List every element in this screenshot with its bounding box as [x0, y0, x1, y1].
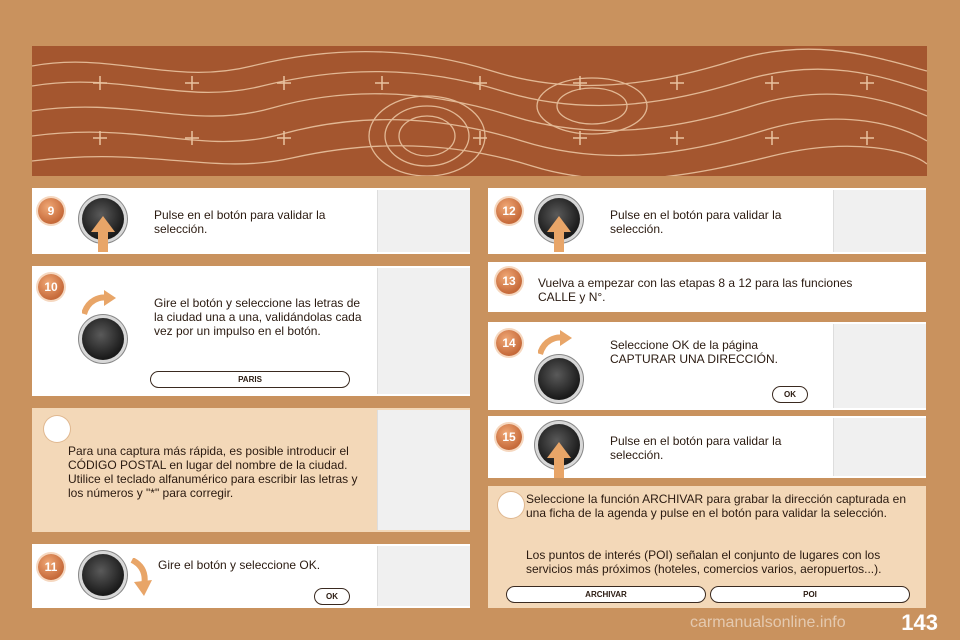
tip-archive-card — [488, 486, 926, 608]
press-arrow-head-icon — [91, 216, 115, 232]
press-arrow-icon — [554, 456, 564, 478]
ok-pill: OK — [772, 386, 808, 403]
step-badge: 12 — [496, 198, 522, 224]
ok-pill: OK — [314, 588, 350, 605]
topographic-pattern — [32, 46, 927, 176]
watermark: carmanualsonline.info — [690, 614, 846, 631]
press-arrow-icon — [554, 230, 564, 252]
step-badge: 11 — [38, 554, 64, 580]
step-badge: 15 — [496, 424, 522, 450]
control-panel-icon — [833, 418, 926, 476]
step-11-card — [32, 544, 470, 608]
step-text: Gire el botón y seleccione OK. — [158, 558, 321, 572]
step-text: Gire el botón y seleccione las letras de la ciudad una a una, validándolas cada vez por un impulso en el botón. — [154, 296, 362, 338]
press-arrow-head-icon — [547, 442, 571, 458]
step-text: Vuelva a empezar con las etapas 8 a 12 para las funciones CALLE y N°. — [538, 276, 853, 304]
press-arrow-icon — [98, 230, 108, 252]
keypad-panel-icon — [377, 410, 470, 530]
rotary-knob-icon — [82, 318, 124, 360]
tip-text: Para una captura más rápida, es posible introducir el CÓDIGO POSTAL en lugar del nombre de la ciudad. Utilice el teclado alfanumérico para escribir las letras y los números y "*" para corregir. — [68, 444, 358, 500]
step-10-card — [32, 266, 470, 396]
lightbulb-icon — [498, 492, 524, 518]
step-text: Seleccione OK de la página CAPTURAR UNA DIRECCIÓN. — [610, 338, 779, 366]
step-13-card — [488, 262, 926, 312]
tip-text-archive: Seleccione la función ARCHIVAR para grabar la dirección capturada en una ficha de la agenda y pulse en el botón para validar la selección. — [526, 492, 906, 520]
control-panel-icon — [377, 268, 470, 394]
step-badge: 13 — [496, 268, 522, 294]
poi-pill: POI — [710, 586, 910, 603]
step-12-card — [488, 188, 926, 254]
rotary-knob-icon — [538, 358, 580, 400]
rotate-arrow-icon — [538, 330, 574, 356]
topographic-banner — [32, 46, 927, 176]
step-14-card — [488, 322, 926, 410]
control-panel-icon — [833, 324, 926, 408]
step-badge: 10 — [38, 274, 64, 300]
press-arrow-head-icon — [547, 216, 571, 232]
step-badge: 14 — [496, 330, 522, 356]
tip-card — [32, 408, 470, 532]
display-pill: PARIS — [150, 371, 350, 388]
tip-text-poi: Los puntos de interés (POI) señalan el conjunto de lugares con los servicios más próximos (hoteles, comercios varios, aeropuertos...). — [526, 548, 882, 576]
step-badge: 9 — [38, 198, 64, 224]
step-9-card — [32, 188, 470, 254]
step-text: Pulse en el botón para validar la selección. — [154, 208, 326, 236]
lightbulb-icon — [44, 416, 70, 442]
step-15-card — [488, 416, 926, 478]
page-number: 143 — [901, 610, 938, 635]
rotate-arrow-icon — [82, 290, 118, 316]
control-panel-icon — [377, 190, 470, 252]
step-text: Pulse en el botón para validar la selección. — [610, 434, 782, 462]
rotary-knob-icon — [82, 554, 124, 596]
control-panel-icon — [377, 546, 470, 606]
step-text: Pulse en el botón para validar la selección. — [610, 208, 782, 236]
rotate-down-arrow-icon — [128, 558, 154, 598]
control-panel-icon — [833, 190, 926, 252]
archive-pill: ARCHIVAR — [506, 586, 706, 603]
